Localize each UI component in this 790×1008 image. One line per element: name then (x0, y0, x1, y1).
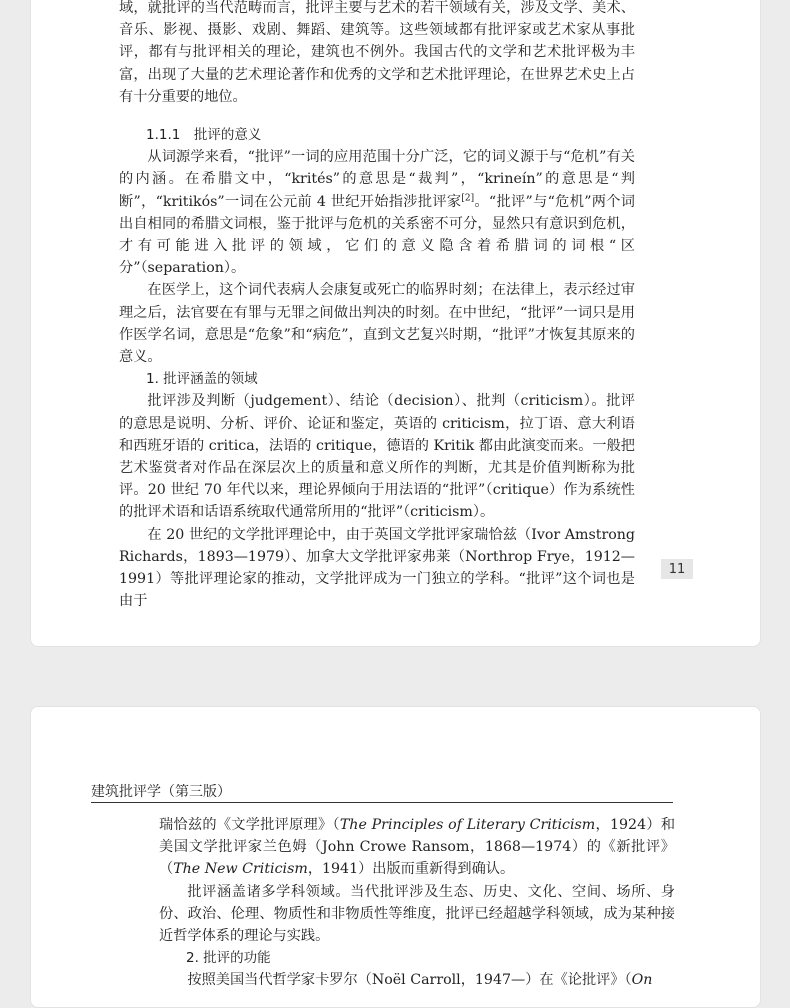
book-title: On (631, 972, 653, 989)
disciplines-paragraph: 批评涵盖诸多学科领域。当代批评涉及生态、历史、文化、空间、场所、身份、政治、伦理、物质性和非物质性等维度，批评已经超越学科领域，成为某种接近哲学体系的理论与实践。 (159, 883, 675, 945)
continuation-text-c: ，1941）出版而重新得到确认。 (307, 861, 515, 878)
running-head: 建筑批评学（第三版） (91, 783, 673, 803)
subsection-heading-function: 2. 批评的功能 (186, 950, 271, 967)
carroll-text: 按照美国当代哲学家卡罗尔（Noël Carroll，1947—）在《论批评》（ (187, 972, 632, 989)
page-12 (30, 706, 761, 1008)
scope-paragraph: 批评涉及判断（judgement）、结论（decision）、批判（criticism）。批评的意思是说明、分析、评价、论证和鉴定，英语的 criticism，拉丁语、意大利语和西班牙语的 critica，法语的 critique，德语的 Kritik 都由此演变而来。一般把艺术鉴赏者对作品在深层次上的质量和意义所作的判断，尤其是价值判断称为批评。20 世纪 70 年代以来，理论界倾向于用法语的“批评”（critique）作为系统性的批评术语和话语系统取代通常所用的“批评”（criticism）。 (119, 393, 635, 521)
subsection-heading-scope: 1. 批评涵盖的领域 (146, 371, 258, 388)
intro-paragraph: 域，就批评的当代范畴而言，批评主要与艺术的若干领域有关，涉及文学、美术、音乐、影视、摄影、戏剧、舞蹈、建筑等。这些领域都有批评家或艺术家从事批评，都有与批评相关的理论，建筑也不例外。我国古代的文学和艺术批评极为丰富，出现了大量的艺术理论著作和优秀的文学和艺术批评理论，在世界艺术史上占有十分重要的地位。 (119, 0, 635, 105)
book-title: The Principles of Literary Criticism (339, 817, 596, 833)
etymology-text-a: 从词源学来看，“批评”一词的应用范围十分广泛，它的词义源于与“危机”有关的内涵。在希腊文中，“krités”的意思是“裁判”，“krineín”的意思是“判断”，“kritikós”一词在公元前 4 世纪开始指涉批评家 (119, 149, 635, 210)
continuation-text-a: 瑞恰兹的《文学批评原理》（ (159, 817, 340, 833)
page-12-body (159, 814, 675, 992)
page-number-badge: 11 (661, 559, 693, 579)
citation-marker[interactable]: [2] (461, 192, 475, 203)
etymology-text-b: 。“批评”与“危机”两个词出自相同的希腊文词根，鉴于批评与危机的关系密不可分，显然只有意识到危机，才有可能进入批评的领域，它们的意义隐含着希腊词的词根“区分”（separation）。 (119, 193, 635, 277)
continuation-text-b: ，1924）和美国文学批评家兰色姆（John Crowe Ransom，1868—1974）的《新批评》（ (159, 817, 676, 878)
medical-paragraph: 在医学上，这个词代表病人会康复或死亡的临界时刻；在法律上，表示经过审理之后，法官要在有罪与无罪之间做出判决的时刻。在中世纪，“批评”一词只是用作医学名词，意思是“危象”和“病危”，直到文艺复兴时期，“批评”才恢复其原来的意义。 (119, 282, 635, 366)
page-11-body (119, 0, 635, 612)
etymology-paragraph (119, 146, 635, 279)
twentieth-century-paragraph: 在 20 世纪的文学批评理论中，由于英国文学批评家瑞恰兹（Ivor Amstrong Richards，1893—1979）、加拿大文学批评家弗莱（Northrop Frye，1912—1991）等批评理论家的推动，文学批评成为一门独立的学科。“批评”这个词也是由于 (119, 526, 635, 610)
section-heading: 1.1.1 批评的意义 (146, 127, 262, 144)
carroll-paragraph (159, 969, 675, 991)
page-11 (30, 0, 761, 647)
book-title: The New Criticism (173, 861, 308, 878)
continuation-paragraph (159, 814, 675, 881)
